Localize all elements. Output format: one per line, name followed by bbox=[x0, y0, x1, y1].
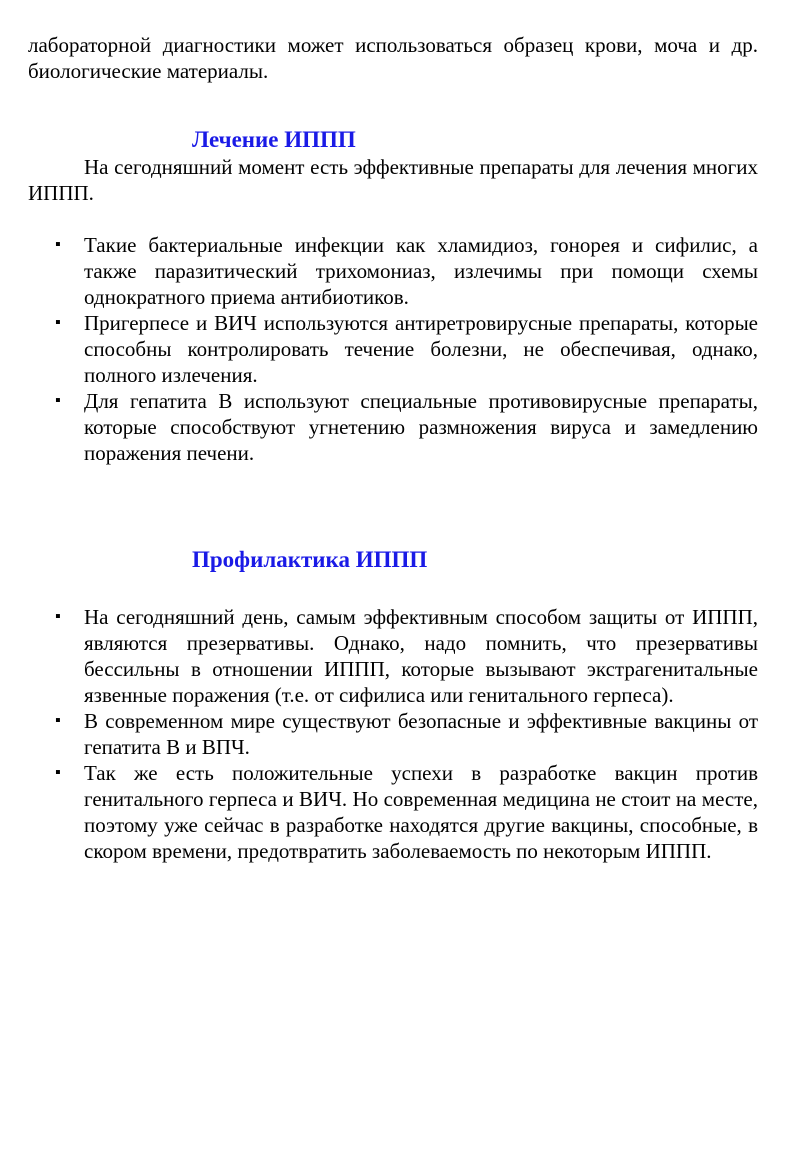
list-item bbox=[28, 604, 758, 708]
list-item bbox=[28, 760, 758, 864]
list-item bbox=[28, 310, 758, 388]
list-item-text: Такие бактериальные инфекции как хламидиоз, гонорея и сифилис, а также паразитический трихомониаз, излечимы при помощи схемы однократного приема антибиотиков. bbox=[84, 233, 758, 309]
treatment-lead-paragraph: На сегодняшний момент есть эффективные препараты для лечения многих ИППП. bbox=[28, 155, 758, 205]
bullet-icon: ▪ bbox=[55, 712, 61, 729]
list-item bbox=[28, 708, 758, 760]
list-item bbox=[28, 388, 758, 466]
bullet-icon: ▪ bbox=[55, 608, 61, 625]
bullet-icon: ▪ bbox=[55, 236, 61, 253]
bullet-icon: ▪ bbox=[55, 392, 61, 409]
list-item-text: Пригерпесе и ВИЧ используются антиретровирусные препараты, которые способны контролировать течение болезни, не обеспечивая, однако, полного излечения. bbox=[84, 311, 758, 387]
prevention-heading: Профилактика ИППП bbox=[192, 547, 428, 572]
treatment-heading: Лечение ИППП bbox=[192, 127, 356, 152]
list-item-text: Для гепатита В используют специальные противовирусные препараты, которые способствуют угнетению размножения вируса и замедлению поражения печени. bbox=[84, 389, 758, 465]
prevention-list bbox=[28, 604, 758, 864]
list-item bbox=[28, 232, 758, 310]
list-item-text: На сегодняшний день, самым эффективным способом защиты от ИППП, являются презервативы. Однако, надо помнить, что презервативы бессильны в отношении ИППП, которые вызывают экстрагенитальные язвенные поражения (т.е. от сифилиса или генитального герпеса). bbox=[84, 605, 758, 707]
list-item-text: В современном мире существуют безопасные и эффективные вакцины от гепатита В и ВПЧ. bbox=[84, 709, 758, 759]
bullet-icon: ▪ bbox=[55, 314, 61, 331]
intro-paragraph-tail: лабораторной диагностики может использоваться образец крови, моча и др. биологические материалы. bbox=[28, 33, 758, 83]
list-item-text: Так же есть положительные успехи в разработке вакцин против генитального герпеса и ВИЧ. Но современная медицина не стоит на месте, поэтому уже сейчас в разработке находятся другие вакцины, способные, в скором времени, предотвратить заболеваемость по некоторым ИППП. bbox=[84, 761, 758, 863]
bullet-icon: ▪ bbox=[55, 764, 61, 781]
treatment-list bbox=[28, 232, 758, 466]
